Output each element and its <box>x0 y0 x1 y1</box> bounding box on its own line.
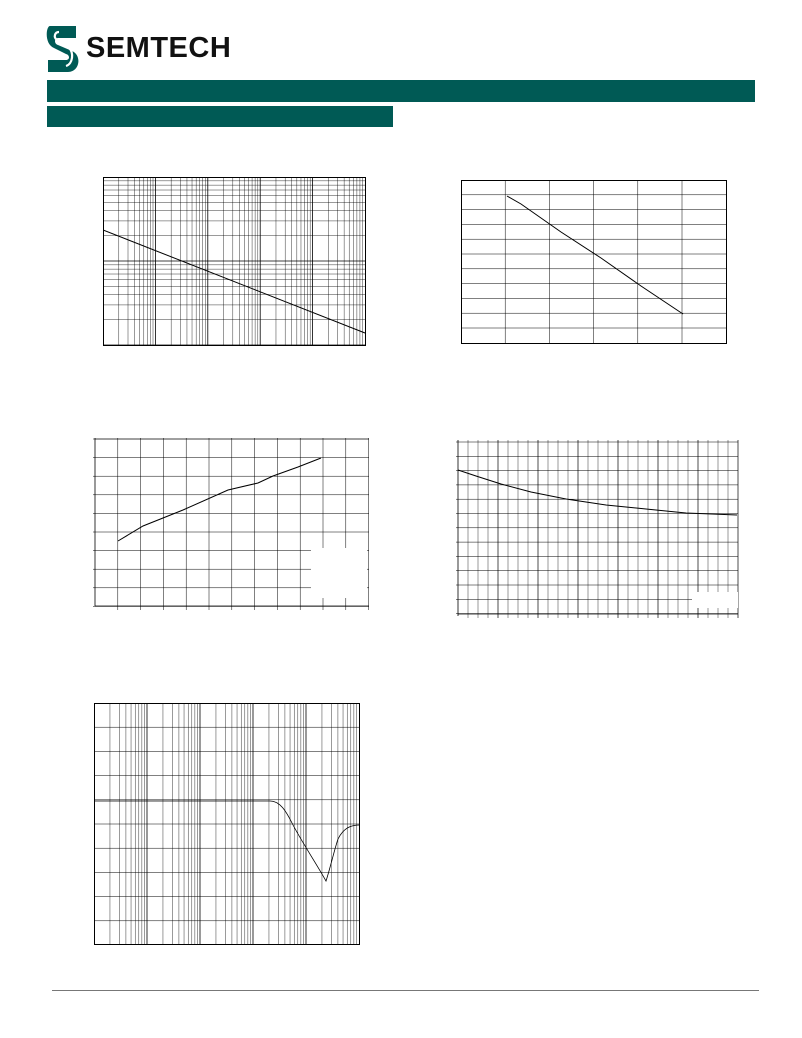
chart-3-legend-blank <box>311 548 367 598</box>
chart-2-grid <box>461 180 726 343</box>
chart-4 <box>456 440 740 618</box>
chart-1 <box>103 177 367 347</box>
footer-rule <box>52 990 759 991</box>
chart-4-grid <box>456 440 738 618</box>
chart-4-curve <box>458 470 737 515</box>
chart-1-frame <box>104 178 366 346</box>
chart-5 <box>94 703 362 947</box>
chart-1-grid <box>103 177 365 345</box>
chart-2-curve <box>507 196 683 314</box>
title-bar <box>47 80 755 102</box>
semtech-s-icon <box>46 24 82 74</box>
chart-5-curve <box>94 801 360 881</box>
chart-2 <box>461 180 729 346</box>
brand-name: SEMTECH <box>86 32 232 64</box>
chart-3-curve <box>118 458 321 541</box>
semtech-logo <box>46 24 286 76</box>
chart-3 <box>93 438 371 610</box>
chart-1-curve <box>103 230 365 333</box>
subtitle-bar <box>47 106 393 127</box>
chart-4-legend-blank <box>692 592 738 608</box>
chart-5-grid <box>94 703 359 944</box>
chart-2-frame <box>462 181 727 344</box>
